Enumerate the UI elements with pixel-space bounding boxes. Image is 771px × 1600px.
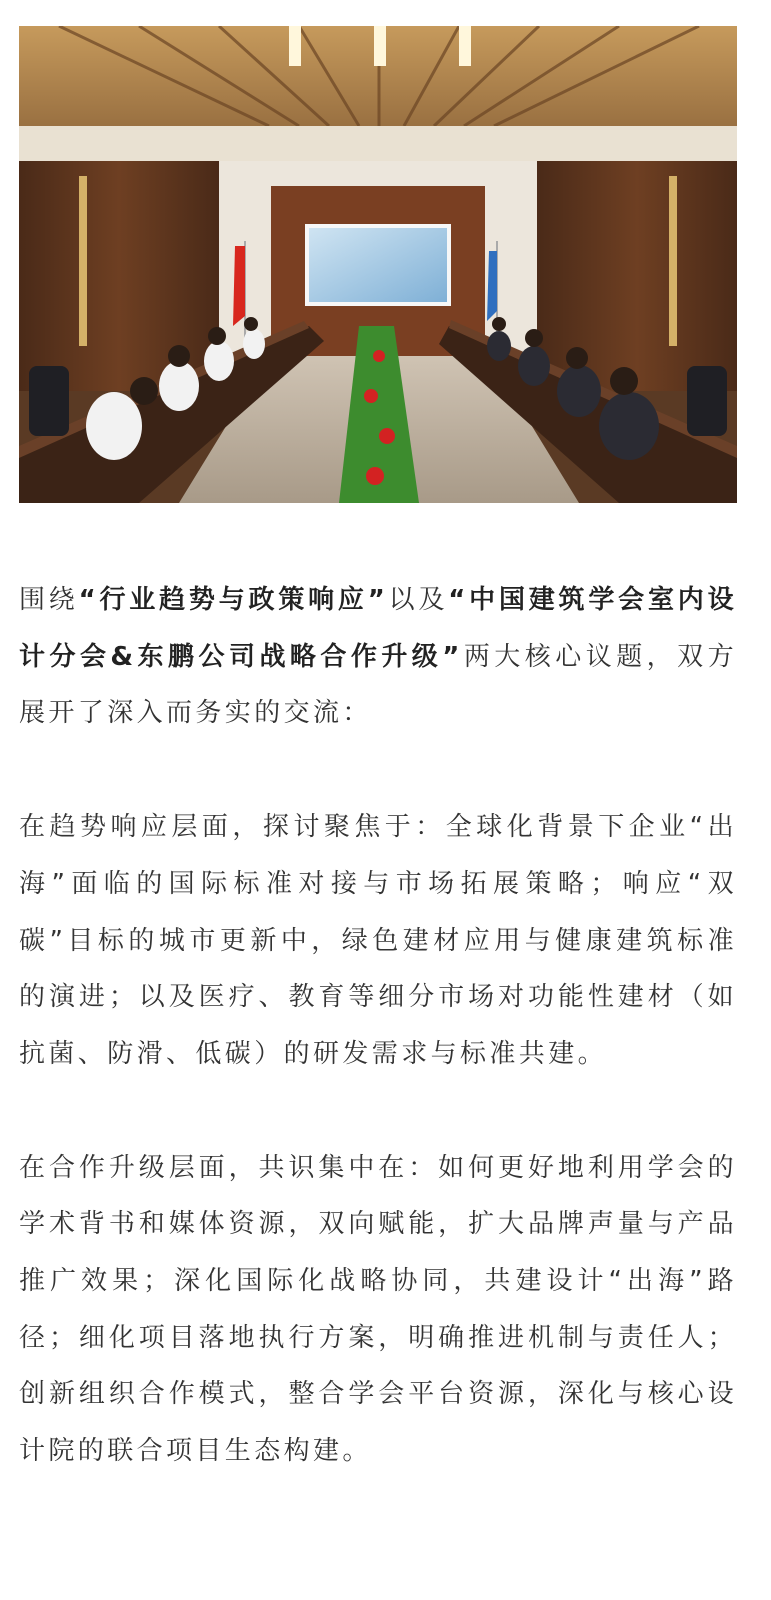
conference-room-photo bbox=[19, 26, 737, 503]
text-segment: 两大核心议题，双方展开了深入而务实的交流： bbox=[19, 641, 738, 729]
article-body bbox=[19, 572, 737, 1480]
highlight-topic-2: “中国建筑学会室内设计分会&东鹏公司战略合作升级” bbox=[19, 585, 737, 672]
paragraph-intro bbox=[19, 572, 737, 742]
text-segment: 在合作升级层面，共识集中在：如何更好地利用学会的学术背书和媒体资源，双向赋能，扩大品牌声量与产品推广效果；深化国际化战略协同，共建设计“出海”路径；细化项目落地执行方案，明确推进机制与责任人；创新组织合作模式，整合学会平台资源，深化与核心设计院的联合项目生态构建。 bbox=[19, 1152, 737, 1467]
highlight-topic-1: “行业趋势与政策响应” bbox=[78, 585, 389, 615]
paragraph-cooperation-upgrade bbox=[19, 1140, 737, 1480]
text-segment: 以及 bbox=[388, 585, 449, 615]
text-segment: 围绕 bbox=[19, 585, 79, 615]
text-segment: 在趋势响应层面，探讨聚焦于：全球化背景下企业“出海”面临的国际标准对接与市场拓展策略；响应“双碳”目标的城市更新中，绿色建材应用与健康建筑标准的演进；以及医疗、教育等细分市场对功能性建材（如抗菌、防滑、低碳）的研发需求与标准共建。 bbox=[19, 812, 737, 1069]
paragraph-trend-response bbox=[19, 799, 737, 1083]
